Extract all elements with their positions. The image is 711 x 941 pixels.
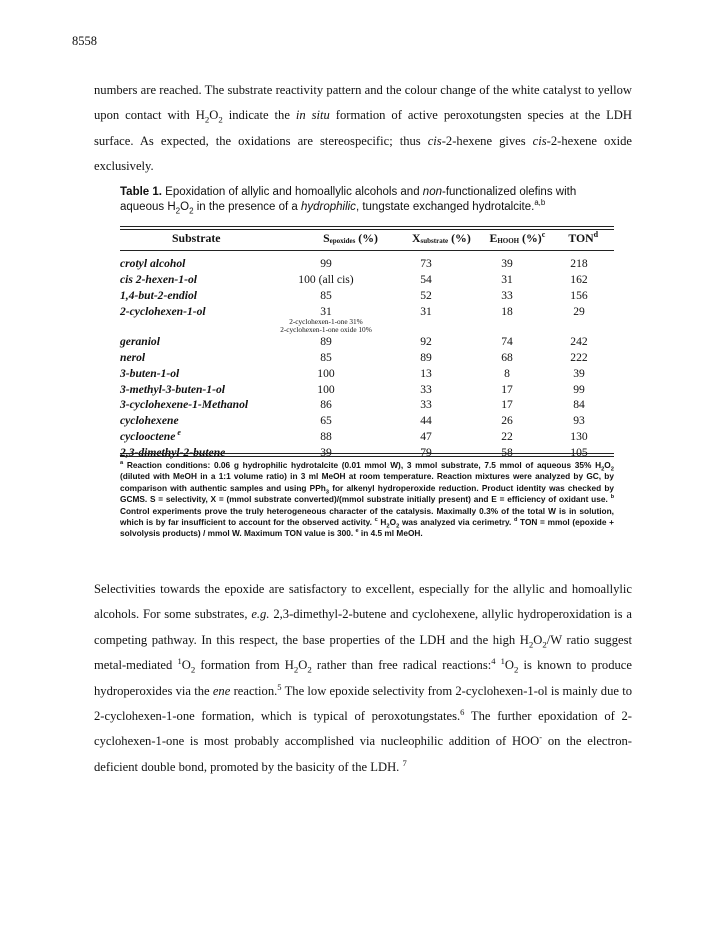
header-ton: TON$^d$: [568, 230, 599, 245]
cell-substrate: nerol: [120, 350, 146, 364]
table-top-rule-double: [120, 229, 614, 230]
table-row: [120, 289, 614, 305]
cell-conversion: 31: [420, 304, 432, 318]
table-header: [120, 231, 614, 249]
cell-conversion: 13: [420, 366, 432, 380]
cell-conversion: 92: [420, 334, 432, 348]
table-top-rule: [120, 226, 614, 227]
cell-conversion: 44: [420, 414, 432, 428]
cell-substrate: crotyl alcohol: [120, 257, 186, 270]
cell-efficiency: 22: [501, 430, 513, 444]
cell-efficiency: 17: [501, 382, 513, 396]
cell-substrate: 2,3-dimethyl-2-butene: [120, 446, 226, 460]
header-efficiency: EHOOH (%)$^c$: [489, 230, 546, 245]
header-substrate: Substrate: [172, 231, 221, 245]
cell-selectivity: 39: [320, 446, 332, 460]
header-selectivity: Sepoxides (%): [323, 231, 378, 245]
results-table: [120, 257, 614, 462]
cell-substrate: 3-buten-1-ol: [120, 366, 180, 380]
table-row: [120, 414, 614, 430]
cell-selectivity: 100 (all cis): [298, 272, 354, 286]
cell-substrate: 3-cyclohexene-1-Methanol: [120, 398, 249, 412]
cell-substrate: cis 2-hexen-1-ol: [120, 272, 197, 286]
cell-efficiency: 74: [501, 334, 513, 348]
cell-efficiency: 26: [501, 414, 513, 428]
table-footnote: $^a$ Reaction conditions: 0.06 g hydrophilic hydrotalcite (0.01 mmol W), 3 mmol substrate, 7.5 mmol of aqueous 35% $H_2O_2$ (diluted with MeOH in a 1:1 volume ratio) in 3 ml MeOH at room temperature. Reaction mixtures were analyzed by GC, by comparison with authentic samples and using PPh$_3$ for alkenyl hydroperoxide reduction. Product identity was checked by GCMS. S = selectivity, X = (mmol substrate converted)/(mmol substrate initially present) and E = efficiency of oxidant use. $^b$ Control experiments prove the truly heterogeneous character of the catalysis. Maximally 0.3% of the total W is in solution, which is by far insufficient to account for the observed activity. $^c$ $H_2O_2$ was analyzed via cerimetry. $^d$ TON = mmol (epoxide + solvolysis products) / mmol W. Maximum TON value is 300. $^e$ in 4.5 ml MeOH.: [120, 460, 614, 539]
cell-conversion: 73: [420, 257, 432, 270]
cell-ton: 84: [573, 398, 585, 412]
selectivity-note: 2-cyclohexen-1-one 31%: [289, 316, 363, 326]
cell-selectivity: 88: [320, 430, 332, 444]
cell-selectivity: 31 2-cyclohexen-1-one 31% 2-cyclohexen-1-one oxide 10%: [270, 305, 382, 335]
cell-ton: 130: [570, 430, 588, 444]
cell-efficiency: 8: [504, 366, 510, 380]
selectivity-note: 2-cyclohexen-1-one oxide 10%: [280, 325, 372, 335]
cell-ton: 218: [570, 257, 588, 270]
cell-conversion: 79: [420, 446, 432, 460]
cell-selectivity: 65: [320, 414, 332, 428]
table-label: Table 1.: [120, 186, 162, 198]
cell-selectivity: 100: [317, 382, 335, 396]
cell-ton: 222: [570, 350, 588, 364]
cell-efficiency: 68: [501, 350, 513, 364]
cell-efficiency: 18: [501, 304, 513, 318]
cell-conversion: 33: [420, 382, 432, 396]
table-row: [120, 398, 614, 414]
cell-ton: 242: [570, 334, 588, 348]
table-caption-text: Epoxidation of allylic and homoallylic alcohols and non-functionalized olefins with aqueous $H_2O_2$ in the presence of a hydrophilic, tungstate exchanged hydrotalcite.$^{a,b}$: [120, 186, 577, 216]
cell-ton: 105: [570, 446, 588, 460]
cell-ton: 156: [570, 288, 588, 302]
table-row: [120, 367, 614, 383]
page-number: 8558: [72, 34, 97, 48]
cell-substrate: cyclooctene $^e$: [120, 428, 181, 444]
table-header-rule: [120, 250, 614, 251]
cell-substrate: 1,4-but-2-endiol: [120, 288, 197, 302]
cell-ton: 162: [570, 272, 588, 286]
discussion-paragraph: Selectivities towards the epoxide are satisfactory to excellent, especially for the allylic and homoallylic alcohols. For some substrates, e.g. 2,3-dimethyl-2-butene and cyclohexene, allylic hydroperoxidation is a competing pathway. In this respect, the base properties of the LDH and the high $H_2O_2/W$ ratio suggest metal-mediated $^1O_2$ formation from $H_2O_2$ rather than free radical reactions:$^4$ $^1O_2$ is known to produce hydroperoxides via the ene reaction.$^5$ The low epoxide selectivity from 2-cyclohexen-1-ol is mainly due to 2-cyclohexen-1-one formation, which is typical of peroxotungstates.$^6$ The further epoxidation of 2-cyclohexen-1-one is most probably accomplished via nucleophilic addition of HOO- on the electron-deficient double bond, promoted by the basicity of the LDH. $^7$: [94, 582, 633, 774]
cell-selectivity: 86: [320, 398, 332, 412]
cell-efficiency: 39: [501, 257, 513, 270]
cell-conversion: 47: [420, 430, 432, 444]
cell-selectivity: 100: [317, 366, 335, 380]
cell-selectivity: 85: [320, 288, 332, 302]
cell-conversion: 33: [420, 398, 432, 412]
cell-efficiency: 58: [501, 446, 513, 460]
table-row: [120, 430, 614, 446]
cell-substrate: 3-methyl-3-buten-1-ol: [120, 382, 225, 396]
table-row: [120, 273, 614, 289]
cell-ton: 39: [573, 366, 585, 380]
table-row: [120, 335, 614, 351]
cell-conversion: 54: [420, 272, 432, 286]
cell-efficiency: 17: [501, 398, 513, 412]
cell-selectivity: 89: [320, 334, 332, 348]
cell-ton: 93: [573, 414, 585, 428]
cell-efficiency: 31: [501, 272, 513, 286]
cell-conversion: 52: [420, 288, 432, 302]
header-conversion: Xsubstrate (%): [412, 231, 471, 245]
cell-substrate: 2-cyclohexen-1-ol: [120, 304, 206, 318]
table-bottom-rule: [120, 453, 614, 454]
cell-selectivity: 99: [320, 257, 332, 270]
table-row: [120, 257, 614, 273]
cell-ton: 29: [573, 304, 585, 318]
table-row: [120, 351, 614, 367]
table-row: [120, 383, 614, 399]
cell-substrate: geraniol: [120, 334, 160, 348]
cell-efficiency: 33: [501, 288, 513, 302]
cell-conversion: 89: [420, 350, 432, 364]
intro-paragraph: numbers are reached. The substrate reactivity pattern and the colour change of the white catalyst to yellow upon contact with $H_2O_2$ indicate the in situ formation of active peroxotungsten species at the LDH surface. As expected, the oxidations are stereospecific; thus cis-2-hexene gives cis-2-hexene oxide exclusively.: [94, 83, 633, 174]
cell-substrate: cyclohexene: [120, 414, 179, 428]
cell-selectivity: 85: [320, 350, 332, 364]
table-caption: [120, 185, 612, 215]
table-bottom-rule-double: [120, 456, 614, 457]
table-row: [120, 305, 614, 335]
cell-ton: 99: [573, 382, 585, 396]
